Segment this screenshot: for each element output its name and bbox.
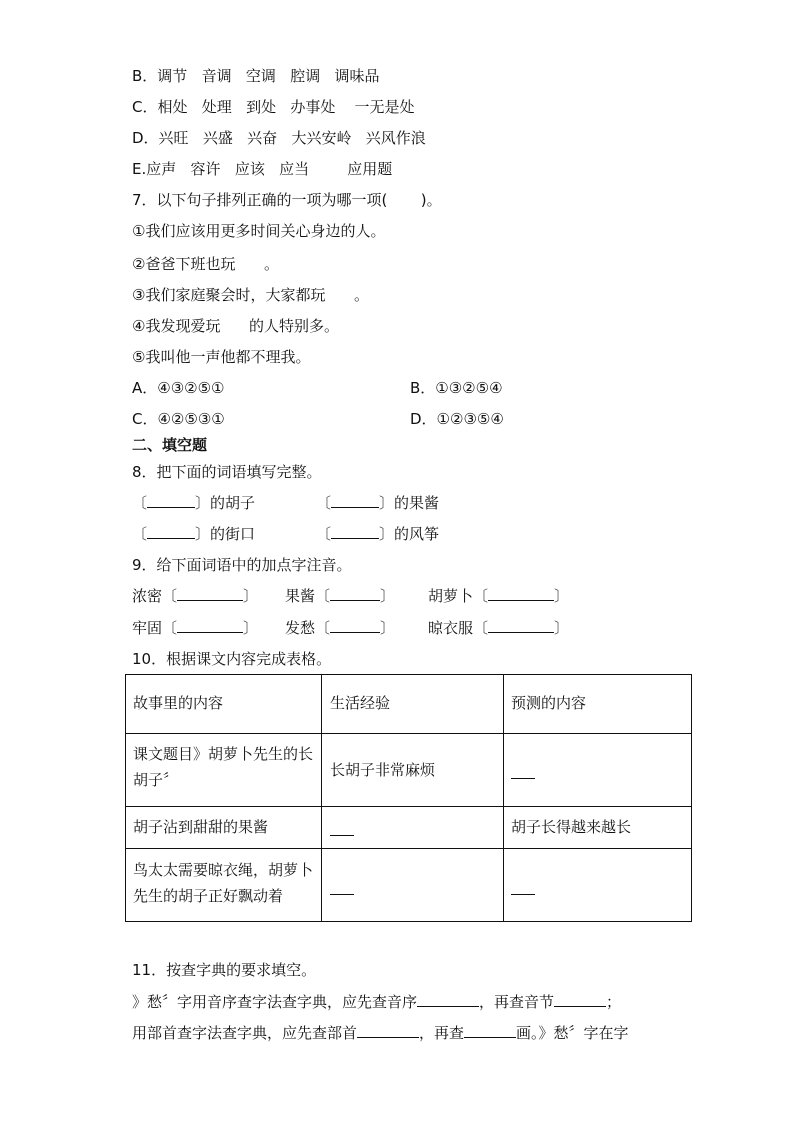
table-cell: 胡子沾到甜甜的果酱 xyxy=(133,818,269,836)
pinyin-2: 果酱〔 〕 xyxy=(285,587,396,605)
table-header: 故事里的内容 xyxy=(133,694,224,712)
option-c: C．相处 处理 到处 办事处 一无是处 xyxy=(132,98,415,116)
fill-row-2b: 〔 〕的风筝 xyxy=(316,525,440,543)
fill-row-2a: 〔 〕的街口 xyxy=(132,525,256,543)
word: 的风筝 xyxy=(394,525,440,543)
sentence-4: ④我发现爱玩 的人特别多。 xyxy=(132,317,340,335)
answer-blank[interactable] xyxy=(330,618,380,633)
text: 用部首查字法查字典，应先查部首 xyxy=(132,1024,358,1042)
word: 浓密 xyxy=(132,587,163,605)
option-b: B．调节 音调 空调 腔调 调味品 xyxy=(132,67,380,85)
q11-line-1 xyxy=(132,992,621,1012)
table-line xyxy=(125,806,692,807)
text: ； xyxy=(606,993,622,1011)
fill-row-1a: 〔 〕的胡子 xyxy=(132,494,256,512)
option-a: A．④③②⑤① xyxy=(132,379,225,397)
fill-row-1b: 〔 〕的果酱 xyxy=(316,494,440,512)
answer-blank[interactable] xyxy=(331,524,379,539)
question-8-title: 8．把下面的词语填写完整。 xyxy=(132,463,322,481)
word: 胡萝卜 xyxy=(428,587,474,605)
table-cell: 胡子长得越来越长 xyxy=(511,818,632,836)
sentence-5: ⑤我叫他一声他都不理我。 xyxy=(132,348,311,366)
q11-line-2 xyxy=(132,1023,629,1043)
answer-blank[interactable] xyxy=(177,618,243,633)
option-d: D．兴旺 兴盛 兴奋 大兴安岭 兴风作浪 xyxy=(132,129,426,147)
pinyin-5: 发愁〔 〕 xyxy=(285,619,396,637)
answer-blank[interactable] xyxy=(330,894,354,895)
answer-blank[interactable] xyxy=(511,894,535,895)
word: 果酱 xyxy=(285,587,316,605)
table-line xyxy=(321,674,322,922)
question-10-title: 10．根据课文内容完成表格。 xyxy=(132,650,332,668)
text: ，再查 xyxy=(419,1024,465,1042)
answer-blank[interactable] xyxy=(147,493,195,508)
table-line xyxy=(125,674,126,922)
table-header: 生活经验 xyxy=(330,694,391,712)
option-b-q7: B．①③②⑤④ xyxy=(410,379,503,397)
answer-blank[interactable] xyxy=(417,992,479,1007)
table-line xyxy=(125,921,692,922)
word: 的果酱 xyxy=(394,494,440,512)
answer-blank[interactable] xyxy=(488,618,554,633)
word: 的胡子 xyxy=(210,494,256,512)
word: 牢固 xyxy=(132,619,163,637)
answer-blank[interactable] xyxy=(177,586,243,601)
table-line xyxy=(691,674,692,922)
word: 晾衣服 xyxy=(428,619,474,637)
answer-blank[interactable] xyxy=(357,1023,419,1038)
sentence-1: ①我们应该用更多时间关心身边的人。 xyxy=(132,222,386,240)
table-line xyxy=(503,674,504,922)
text: 画。》愁〞字在字 xyxy=(516,1024,629,1042)
pinyin-1: 浓密〔 〕 xyxy=(132,587,259,605)
table-cell: 长胡子非常麻烦 xyxy=(330,761,436,779)
table-cell: 鸟太太需要晾衣绳，胡萝卜先生的胡子正好飘动着 xyxy=(133,861,314,905)
table-cell: 课文题目》胡萝卜先生的长胡子〞 xyxy=(133,745,314,789)
question-7-title: 7．以下句子排列正确的一项为哪一项( )。 xyxy=(132,191,442,209)
answer-blank[interactable] xyxy=(147,524,195,539)
pinyin-4: 牢固〔 〕 xyxy=(132,619,259,637)
answer-blank[interactable] xyxy=(464,1023,516,1038)
answer-blank[interactable] xyxy=(331,493,379,508)
text: ，再查音节 xyxy=(479,993,555,1011)
answer-blank[interactable] xyxy=(488,586,554,601)
option-d-q7: D．①②③⑤④ xyxy=(410,410,504,428)
answer-blank[interactable] xyxy=(511,778,535,779)
question-9-title: 9．给下面词语中的加点字注音。 xyxy=(132,556,352,574)
option-e: E.应声 容许 应该 应当 应用题 xyxy=(132,160,393,178)
answer-blank[interactable] xyxy=(330,586,380,601)
answer-blank[interactable] xyxy=(554,992,606,1007)
text: 》愁〞字用音序查字法查字典，应先查音序 xyxy=(132,993,418,1011)
word: 发愁 xyxy=(285,619,316,637)
option-c-q7: C．④②⑤③① xyxy=(132,410,225,428)
pinyin-6: 晾衣服〔 〕 xyxy=(428,619,570,637)
table-line xyxy=(125,733,692,734)
word: 的街口 xyxy=(210,525,256,543)
answer-blank[interactable] xyxy=(330,835,354,836)
sentence-2: ②爸爸下班也玩 。 xyxy=(132,255,280,273)
question-11-title: 11．按查字典的要求填空。 xyxy=(132,961,317,979)
table-line xyxy=(125,674,692,675)
table-header: 预测的内容 xyxy=(511,694,587,712)
sentence-3: ③我们家庭聚会时，大家都玩 。 xyxy=(132,286,370,304)
pinyin-3: 胡萝卜〔 〕 xyxy=(428,587,570,605)
section-title: 二、填空题 xyxy=(132,436,208,454)
table-line xyxy=(125,848,692,849)
